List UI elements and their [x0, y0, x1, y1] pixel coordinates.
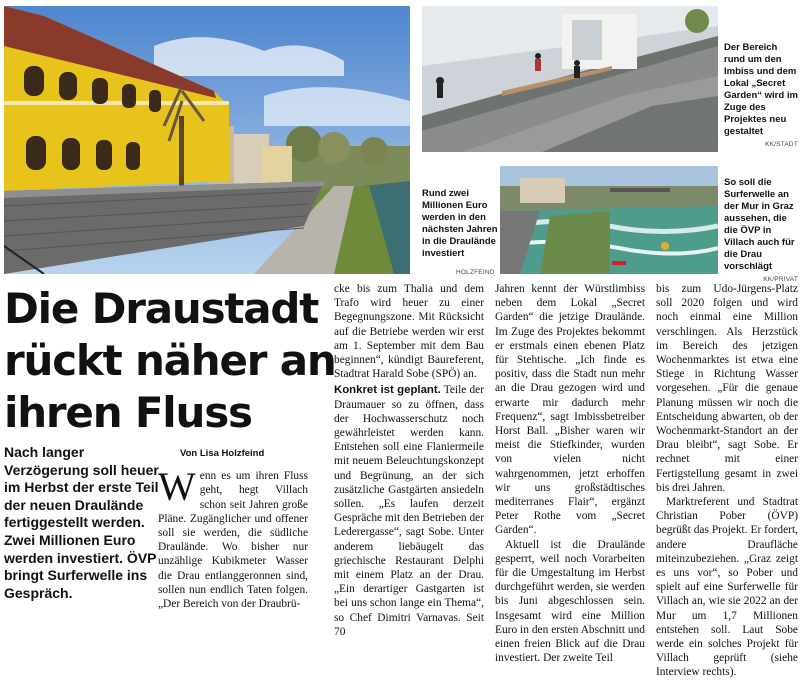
surf-credit: KK/PRIVAT [763, 276, 798, 283]
lead-text: Nach langer Verzögerung soll heuer im Herbst der erste Teil der neuen Draulände fertiggestellt werden. Zwei Millionen Euro werden investiert. ÖVP bringt Surferwelle ins Gespräch. [4, 444, 159, 601]
render-caption [724, 42, 798, 151]
byline: Von Lisa Holzfeind [180, 448, 265, 459]
main-caption-text: Rund zwei Millionen Euro werden in den nächsten Jahren in die Draulände investiert [422, 188, 498, 259]
headline [4, 283, 336, 439]
main-credit: HOLZFEIND [456, 269, 495, 276]
article-column-3 [495, 282, 645, 665]
column-3-paragraph-2: Aktuell ist die Draulände gesperrt, weil noch Vorarbeiten für die Umgestaltung im Herbst durchgeführt werden, sie werden bis Juni abgeschlossen sein. Insgesamt wird eine Million Euro in den ersten Abschnitt und einen freien Blick auf die Drau investiert. Der zweite Teil [495, 538, 645, 665]
render-photo-illustration [422, 6, 718, 152]
drop-cap: W [158, 464, 196, 510]
headline-line-1: Die Draustadt [4, 284, 319, 333]
article-column-2 [334, 282, 484, 639]
main-photo-illustration [4, 6, 410, 274]
column-4-paragraph-2: Marktreferent und Stadtrat Christian Pober (ÖVP) begrüßt das Projekt. Er fordert, andere Draufläche miteinzubeziehen. „Graz zeigt es uns vor“, so Pober und spielt auf eine Surferwelle für Villach an, wie sie 2022 an der Mur um 1,7 Millionen entstehen soll. Laut Sobe werde ein solches Projekt für Villach geprüft (siehe Interview rechts). [656, 496, 798, 679]
column-2-paragraph-1: cke bis zum Thalia und dem Trafo wird heuer zu einer Begegnungszone. Mit Rücksicht auf die Betriebe werden wir erst am 1. September mit dem Bau beginnen“, kündigt Baureferent, Stadtrat Harald Sobe (SPÖ) an. [334, 283, 484, 381]
surf-photo [500, 166, 718, 274]
column-3-paragraph-1: Jahren kennt der Würstlimbiss neben dem Lokal „Secret Garden“ die jetzige Draulände. Im Zuge des Projektes bekommt er erstmals einen ebenen Platz für Stehtische. „Ich finde es positiv, dass die Stadt nun mehr an die Drau gezogen wird und erwarte mir dadurch mehr Frequenz“, sagt Imbissbetreiber Horst Ball. „Bisher waren wir meist die Stiefkinder, wurden von vielen nicht wahrgenommen, jetzt erhoffen wir uns großstädtisches mediterranes Flair“, ergänzt Peter Rothe vom „Secret Garden“. [495, 283, 645, 537]
column-2-runin: Konkret ist geplant. [334, 384, 441, 397]
main-caption [422, 188, 498, 276]
render-credit: KK/STADT [765, 141, 798, 148]
surf-photo-illustration [500, 166, 718, 274]
column-4-paragraph-1: bis zum Udo-Jürgens-Platz soll 2020 folgen und wird noch einmal eine Million verschlingen. Als Herzstück im Bereich des jetzigen Wochenmarktes ist etwa eine Stiege in Richtung Wasser vorgesehen. „Für die genaue Planung müssen wir noch die Entscheidung abwarten, ob der Wochenmarkt-Standort an der Drau bleibt“, sagt Sobe. Er rechnet mit einer Fertigstellung gesamt in zwei bis drei Jahren. [656, 283, 798, 494]
main-photo [4, 6, 410, 274]
headline-line-3: ihren Fluss [4, 388, 252, 437]
surf-caption-text: So soll die Surferwelle an der Mur in Graz aussehen, die die ÖVP in Villach auch für die Drau vorschlägt [724, 177, 795, 272]
article-column-1 [158, 447, 308, 611]
column-1-text: enn es um ihren Fluss geht, hegt Villach schon seit Jahren große Pläne. Zugänglicher und offener soll sie werden, die südliche Draulände. Wo bisher nur unzählige Kubikmeter Wasser die Drau entlanggeronnen sind, sollen nun endlich Taten folgen. „Der Bereich von der Draubrü- [158, 470, 308, 611]
render-photo [422, 6, 718, 152]
article-column-4 [656, 282, 798, 680]
column-2-paragraph-2: Teile der Draumauer so zu öffnen, dass der Hochwasserschutz noch gewährleistet werden kann. Entstehen soll eine Flaniermeile mit neuem Beleuchtungskonzept und Begrünung, an der sich zusätzliche Gastgärten ansiedeln sollen. „Es laufen derzeit Gespräche mit den Betrieben der Lederergasse“, sagt Sobe. Unter anderem liebäugelt das griechische Restaurant Delphi mit einem Platz an der Drau. „Ein derartiger Gastgarten ist bei uns schon lange ein Thema“, so Chef Dimitri Varnavas. Seit 70 [334, 384, 484, 638]
surf-caption [724, 177, 798, 286]
headline-line-2: rückt näher an [4, 336, 336, 385]
render-caption-text: Der Bereich rund um den Imbiss und dem Lokal „Secret Garden“ wird im Zuge des Projektes neu gestaltet [724, 42, 798, 137]
